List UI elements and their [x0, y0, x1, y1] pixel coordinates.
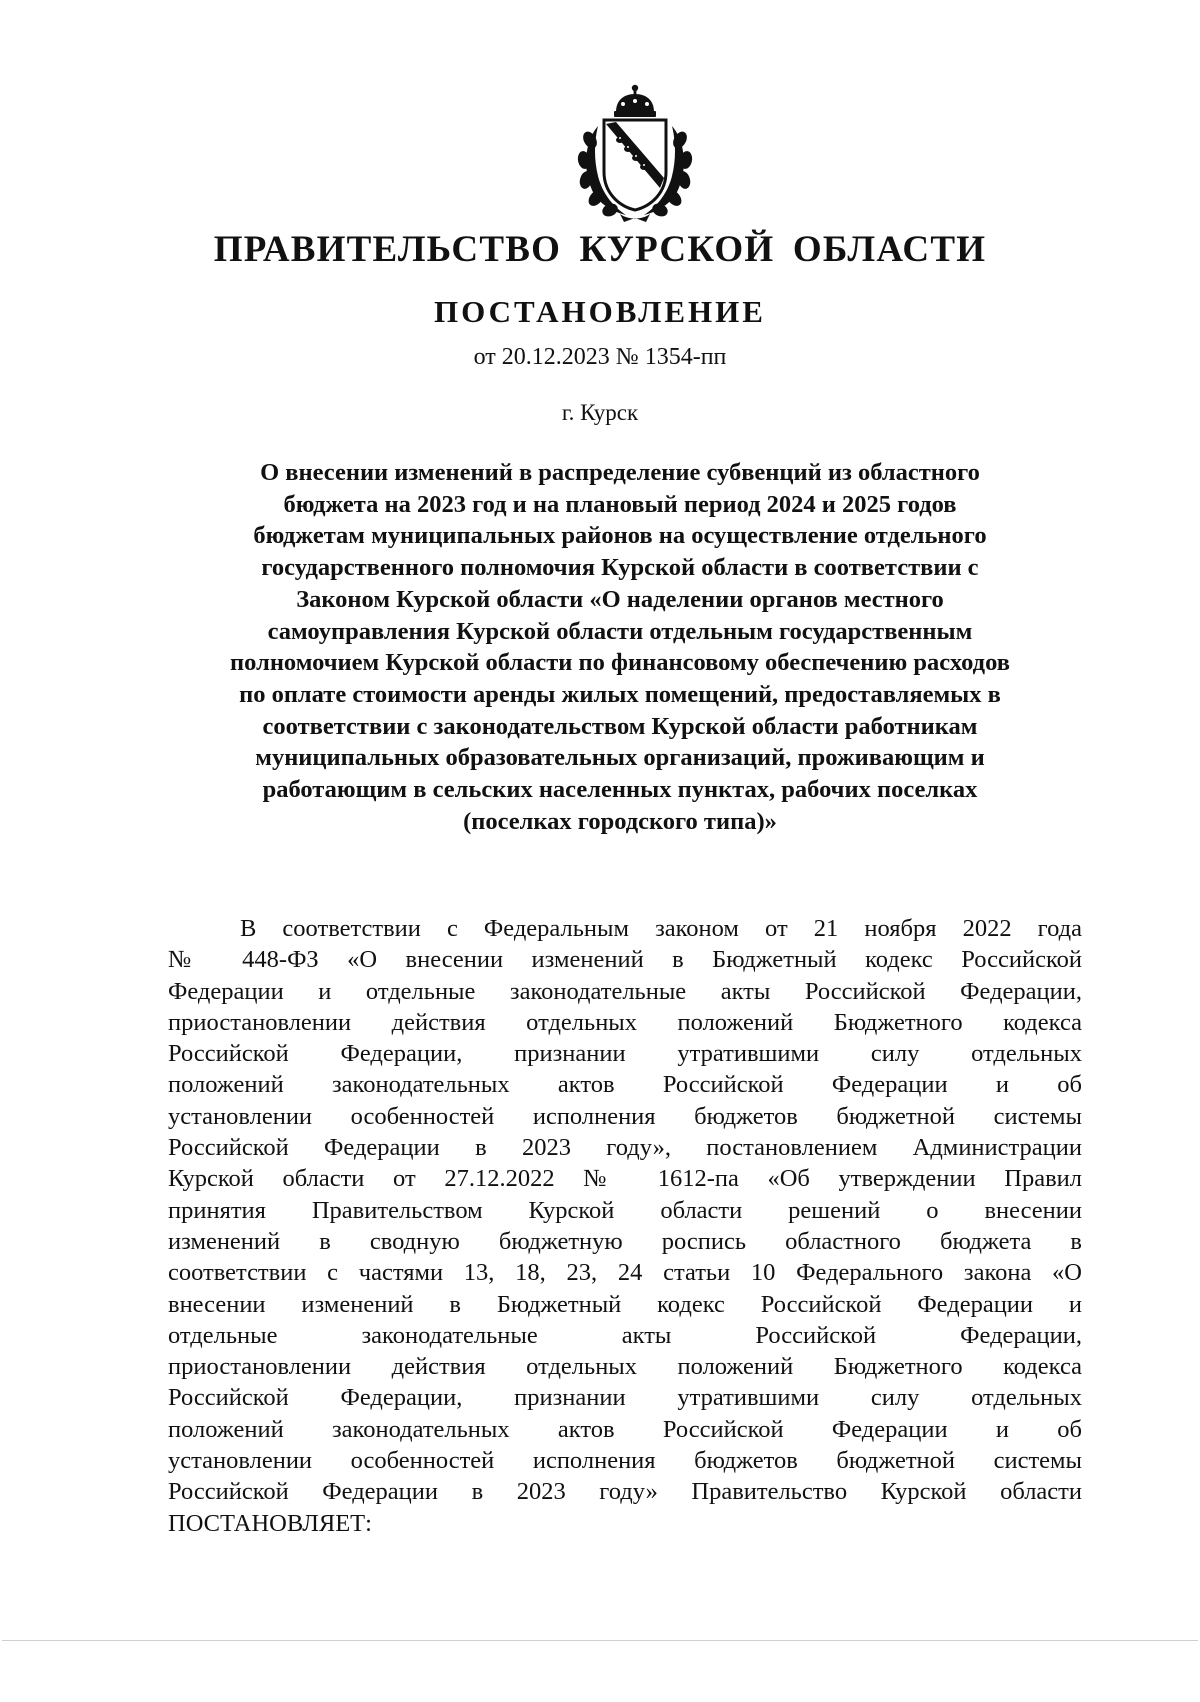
- document-number-date: от 20.12.2023 № 1354-пп: [473, 344, 727, 370]
- body-line: Российской Федерации в 2023 году», постановлением Администрации: [168, 1134, 1082, 1162]
- subject-line: самоуправления Курской области отдельным государственным: [267, 617, 973, 645]
- body-line: соответствии с частями 13, 18, 23, 24 статьи 10 Федерального закона «О: [168, 1259, 1082, 1287]
- subject-line: бюджетам муниципальных районов на осуществление отдельного: [253, 522, 987, 550]
- body-line: Российской Федерации, признании утратившими силу отдельных: [168, 1384, 1082, 1412]
- body-line: приостановлении действия отдельных положений Бюджетного кодекса: [168, 1008, 1082, 1036]
- body-line: установлении особенностей исполнения бюджетов бюджетной системы: [168, 1102, 1082, 1130]
- body-line: приостановлении действия отдельных положений Бюджетного кодекса: [168, 1353, 1082, 1381]
- body-line: ПОСТАНОВЛЯЕТ:: [168, 1509, 372, 1537]
- kursk-coat-of-arms-icon: [568, 82, 702, 222]
- subject-line: работающим в сельских населенных пунктах, рабочих поселках: [262, 776, 978, 804]
- body-line: В соответствии с Федеральным законом от 21 ноября 2022 года: [240, 915, 1082, 942]
- government-title: ПРАВИТЕЛЬСТВО КУРСКОЙ ОБЛАСТИ: [213, 229, 987, 270]
- body-line: положений законодательных актов Российской Федерации и об: [168, 1415, 1082, 1443]
- body-line: изменений в сводную бюджетную роспись областного бюджета в: [168, 1227, 1082, 1255]
- subject-line: Законом Курской области «О наделении органов местного: [296, 585, 944, 613]
- body-line: отдельные законодательные акты Российской Федерации,: [168, 1321, 1082, 1349]
- body-line: положений законодательных актов Российской Федерации и об: [168, 1071, 1082, 1099]
- document-body: [168, 913, 1082, 1539]
- body-line: Федерации и отдельные законодательные акты Российской Федерации,: [168, 977, 1082, 1005]
- subject-line: по оплате стоимости аренды жилых помещений, предоставляемых в: [239, 680, 1001, 708]
- subject-line: муниципальных образовательных организаций, проживающим и: [255, 744, 985, 772]
- subject-line: (поселках городского типа)»: [463, 807, 777, 835]
- subject-line: соответствии с законодательством Курской области работникам: [262, 712, 978, 740]
- subject-line: бюджета на 2023 год и на плановый период 2024 и 2025 годов: [283, 490, 957, 518]
- body-line: внесении изменений в Бюджетный кодекс Российской Федерации и: [168, 1290, 1082, 1318]
- subject-line: полномочием Курской области по финансовому обеспечению расходов: [230, 649, 1010, 677]
- body-line: установлении особенностей исполнения бюджетов бюджетной системы: [168, 1447, 1082, 1475]
- body-line: Курской области от 27.12.2022 № 1612-па «Об утверждении Правил: [168, 1165, 1082, 1193]
- subject-line: государственного полномочия Курской области в соответствии с: [261, 554, 979, 582]
- body-line: Российской Федерации в 2023 году» Правительство Курской области: [168, 1478, 1082, 1506]
- subject-line: О внесении изменений в распределение субвенций из областного: [260, 459, 980, 486]
- scan-edge-line: [2, 1640, 1198, 1641]
- document-city: г. Курск: [561, 400, 639, 425]
- body-line: принятия Правительством Курской области решений о внесении: [168, 1196, 1082, 1224]
- body-line: № 448-ФЗ «О внесении изменений в Бюджетный кодекс Российской: [168, 946, 1082, 974]
- body-line: Российской Федерации, признании утратившими силу отдельных: [168, 1040, 1082, 1068]
- document-subject: [160, 457, 1080, 837]
- document-type: ПОСТАНОВЛЕНИЕ: [434, 294, 766, 329]
